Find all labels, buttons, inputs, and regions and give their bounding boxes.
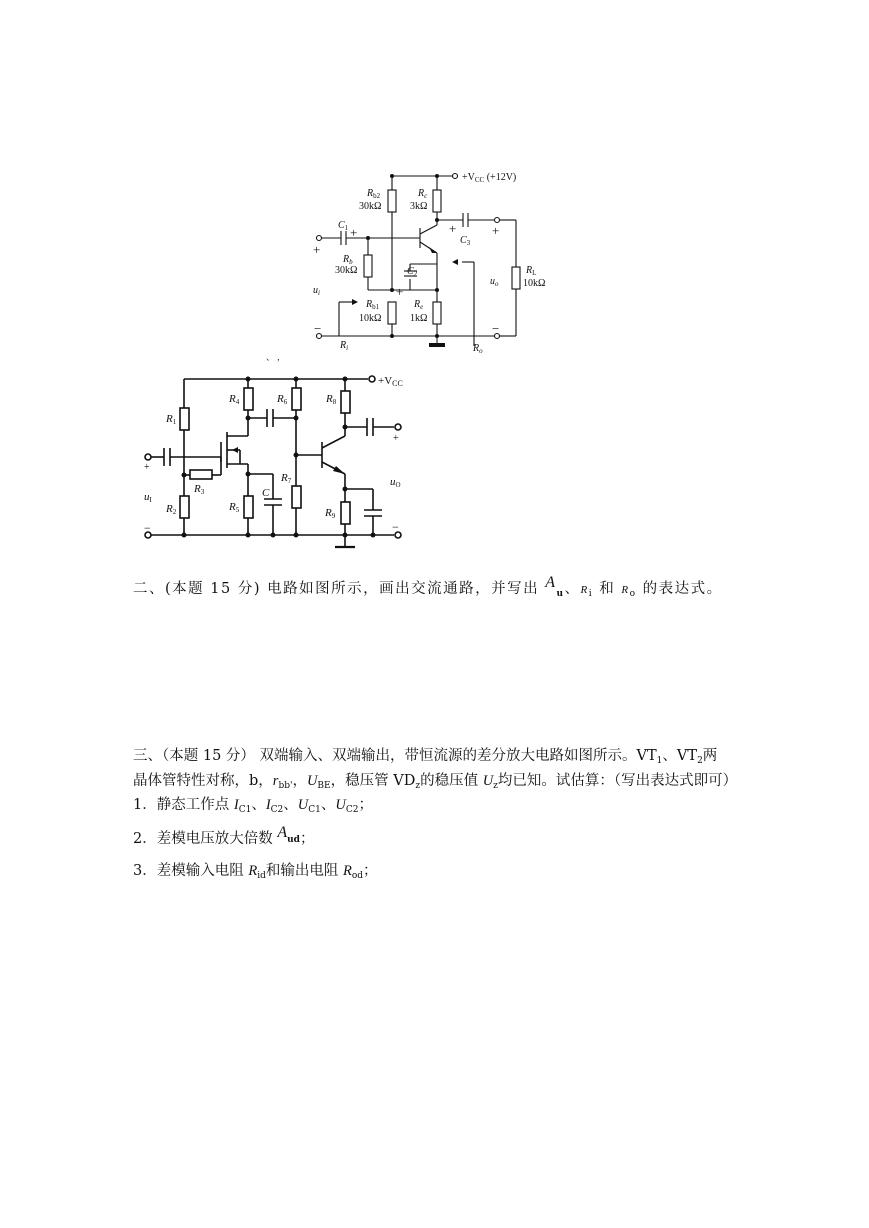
svg-text:+: + <box>313 242 321 257</box>
svg-text:+VCC (+12V): $+V_{CC}$ (+12V) <box>462 172 517 184</box>
question-3-item-1: 1．静态工作点 $I_{C1}$、$I_{C2}$、$U_{C1}$、$U_{C2}$； <box>133 797 373 815</box>
svg-text:+: + <box>492 223 500 238</box>
svg-text:R6: R6 <box>277 393 288 406</box>
svg-text:uI: uI <box>144 491 152 504</box>
svg-text:+: + <box>144 462 150 473</box>
svg-text:10kΩ: 10kΩ <box>523 278 546 289</box>
svg-text:30kΩ: 30kΩ <box>335 265 358 276</box>
circuit-figure-2 <box>0 350 869 565</box>
question-3-line-2: 晶体管特性对称，b，$r_{bb'}$，$U_{BE}$，稳压管 $VD_z$的稳压值 $U_z$均已知。试估算：（写出表达式即可） <box>133 773 738 791</box>
svg-text:Ri: $R_i$ <box>340 340 349 352</box>
svg-text:R1: R1 <box>166 413 177 426</box>
question-2: 二、(本题 15 分) 电路如图所示，画出交流通路，并写出 $A_u$、$R_i$ 和 $R_o$ 的表达式。 <box>133 574 723 599</box>
svg-text:Rb2: $R_{b2}$ <box>367 188 381 200</box>
svg-text:C1: $C_1$ <box>338 220 349 232</box>
svg-text:R3: R3 <box>194 483 205 496</box>
svg-text:Re: $R_e$ <box>414 299 424 311</box>
svg-text:+: + <box>449 221 457 236</box>
svg-text:10kΩ: 10kΩ <box>359 313 382 324</box>
svg-text:C2: $C_2$ <box>407 266 418 278</box>
stray-mark: 、 , <box>266 352 280 362</box>
svg-text:RL: $R_L$ <box>526 265 537 277</box>
svg-text:+: + <box>393 433 399 444</box>
svg-text:+: + <box>350 225 358 240</box>
svg-text:ui: $u_i$ <box>313 285 320 297</box>
svg-text:C: C <box>262 487 270 499</box>
svg-text:R9: R9 <box>325 507 336 520</box>
svg-text:−: − <box>314 321 322 336</box>
svg-text:uo: $u_o$ <box>490 276 499 288</box>
svg-text:Rc: $R_c$ <box>418 188 428 200</box>
svg-text:R2: R2 <box>166 503 177 516</box>
question-3-item-3: 3．差模输入电阻 $R_{id}$和输出电阻 $R_{od}$； <box>133 863 378 881</box>
svg-text:3kΩ: 3kΩ <box>410 201 428 212</box>
svg-text:+: + <box>396 284 404 299</box>
svg-text:R5: R5 <box>229 501 240 514</box>
svg-text:Ro: $R_o$ <box>473 343 483 355</box>
question-3-line-1: 三、（本题 15 分） 双端输入、双端输出，带恒流源的差分放大电路如图所示。$VT_1$、$VT_2$两 <box>133 748 718 766</box>
svg-text:uO: uO <box>390 476 401 489</box>
svg-text:Rb: $R_b$ <box>343 254 353 266</box>
svg-text:R4: R4 <box>229 393 240 406</box>
question-3-item-2: 2．差模电压放大倍数 $A_{ud}$； <box>133 824 315 847</box>
svg-text:+VCC: +VCC <box>378 375 403 388</box>
svg-text:R7: R7 <box>281 472 292 485</box>
svg-text:R8: R8 <box>326 393 337 406</box>
svg-text:1kΩ: 1kΩ <box>410 313 428 324</box>
svg-text:−: − <box>492 321 500 336</box>
svg-text:−: − <box>392 520 399 534</box>
svg-text:−: − <box>144 521 151 535</box>
svg-text:Rb1: $R_{b1}$ <box>366 299 380 311</box>
svg-text:30kΩ: 30kΩ <box>359 201 382 212</box>
svg-text:C3: $C_3$ <box>460 235 471 247</box>
